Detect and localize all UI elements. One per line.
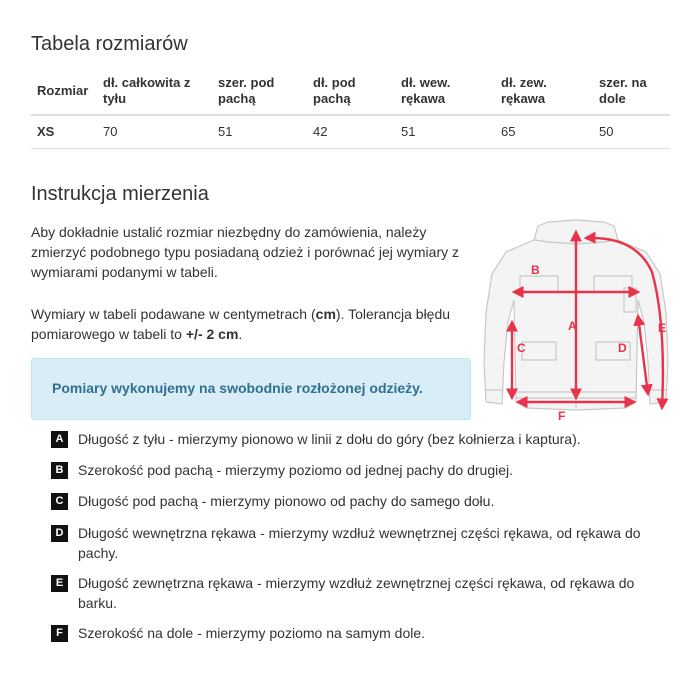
cell-bottom-width: 50 bbox=[593, 115, 670, 149]
header-outer-sleeve: dł. zew. rękawa bbox=[495, 69, 593, 115]
legend-text: Długość wewnętrzna rękawa - mierzymy wzdłuż wewnętrznej części rękawa, od rękawa do pachy. bbox=[78, 525, 641, 561]
legend-text: Długość pod pachą - mierzymy pionowo od pachy do samego dołu. bbox=[78, 493, 495, 509]
cell-chest-width: 51 bbox=[212, 115, 307, 149]
unit-text: cm bbox=[315, 306, 336, 322]
header-chest-width: szer. pod pachą bbox=[212, 69, 307, 115]
legend-text: Szerokość pod pachą - mierzymy poziomo od jednej pachy do drugiej. bbox=[78, 462, 514, 478]
legend-badge: B bbox=[51, 462, 68, 479]
label-d: D bbox=[618, 341, 627, 355]
info-notice-text: Pomiary wykonujemy na swobodnie rozłożonej odzieży. bbox=[52, 380, 423, 396]
legend-badge: D bbox=[51, 525, 68, 542]
instructions-paragraph: Aby dokładnie ustalić rozmiar niezbędny do zamówienia, należy zmierzyć podobnego typu posiadaną odzież i porównać jej wymiary z wymiarami podanymi w tabeli. bbox=[31, 224, 459, 280]
tolerance-value: +/- 2 cm bbox=[185, 326, 239, 342]
size-table-header-row bbox=[31, 69, 670, 115]
tolerance-text-mid: ). Tolerancja błędu pomiarowego w tabeli to bbox=[31, 306, 451, 342]
cell-outer-sleeve: 65 bbox=[495, 115, 593, 149]
tolerance-paragraph bbox=[31, 304, 471, 344]
legend-text: Długość z tyłu - mierzymy pionowo w linii z dołu do góry (bez kołnierza i kaptura). bbox=[78, 431, 581, 447]
cell-inner-sleeve: 51 bbox=[395, 115, 495, 149]
header-total-length: dł. całkowita z tyłu bbox=[97, 69, 212, 115]
tolerance-text-pre: Wymiary w tabeli podawane w centymetrach ( bbox=[31, 306, 316, 322]
header-size: Rozmiar bbox=[31, 69, 97, 115]
cell-size: XS bbox=[31, 115, 97, 149]
info-notice bbox=[31, 358, 471, 420]
legend-text: Długość zewnętrzna rękawa - mierzymy wzdłuż zewnętrznej części rękawa, od rękawa do barku. bbox=[78, 575, 635, 611]
legend-badge: A bbox=[51, 431, 68, 448]
header-underarm-length: dł. pod pachą bbox=[307, 69, 395, 115]
label-c: C bbox=[517, 341, 526, 355]
label-b: B bbox=[531, 263, 540, 277]
legend-badge: C bbox=[51, 493, 68, 510]
legend-text: Szerokość na dole - mierzymy poziomo na samym dole. bbox=[78, 625, 426, 641]
header-inner-sleeve: dł. wew. rękawa bbox=[395, 69, 495, 115]
table-row bbox=[31, 115, 670, 149]
label-f: F bbox=[558, 409, 566, 423]
legend-badge: E bbox=[51, 575, 68, 592]
size-table-title: Tabela rozmiarów bbox=[31, 33, 188, 55]
instructions-title: Instrukcja mierzenia bbox=[31, 183, 209, 205]
cell-underarm-length: 42 bbox=[307, 115, 395, 149]
size-table bbox=[31, 69, 670, 149]
label-a: A bbox=[568, 319, 577, 333]
legend-badge: F bbox=[51, 625, 68, 642]
cell-total-length: 70 bbox=[97, 115, 212, 149]
jacket-measurement-diagram bbox=[476, 212, 676, 427]
label-e: E bbox=[658, 321, 667, 335]
header-bottom-width: szer. na dole bbox=[593, 69, 670, 115]
tolerance-text-end: . bbox=[238, 326, 243, 342]
